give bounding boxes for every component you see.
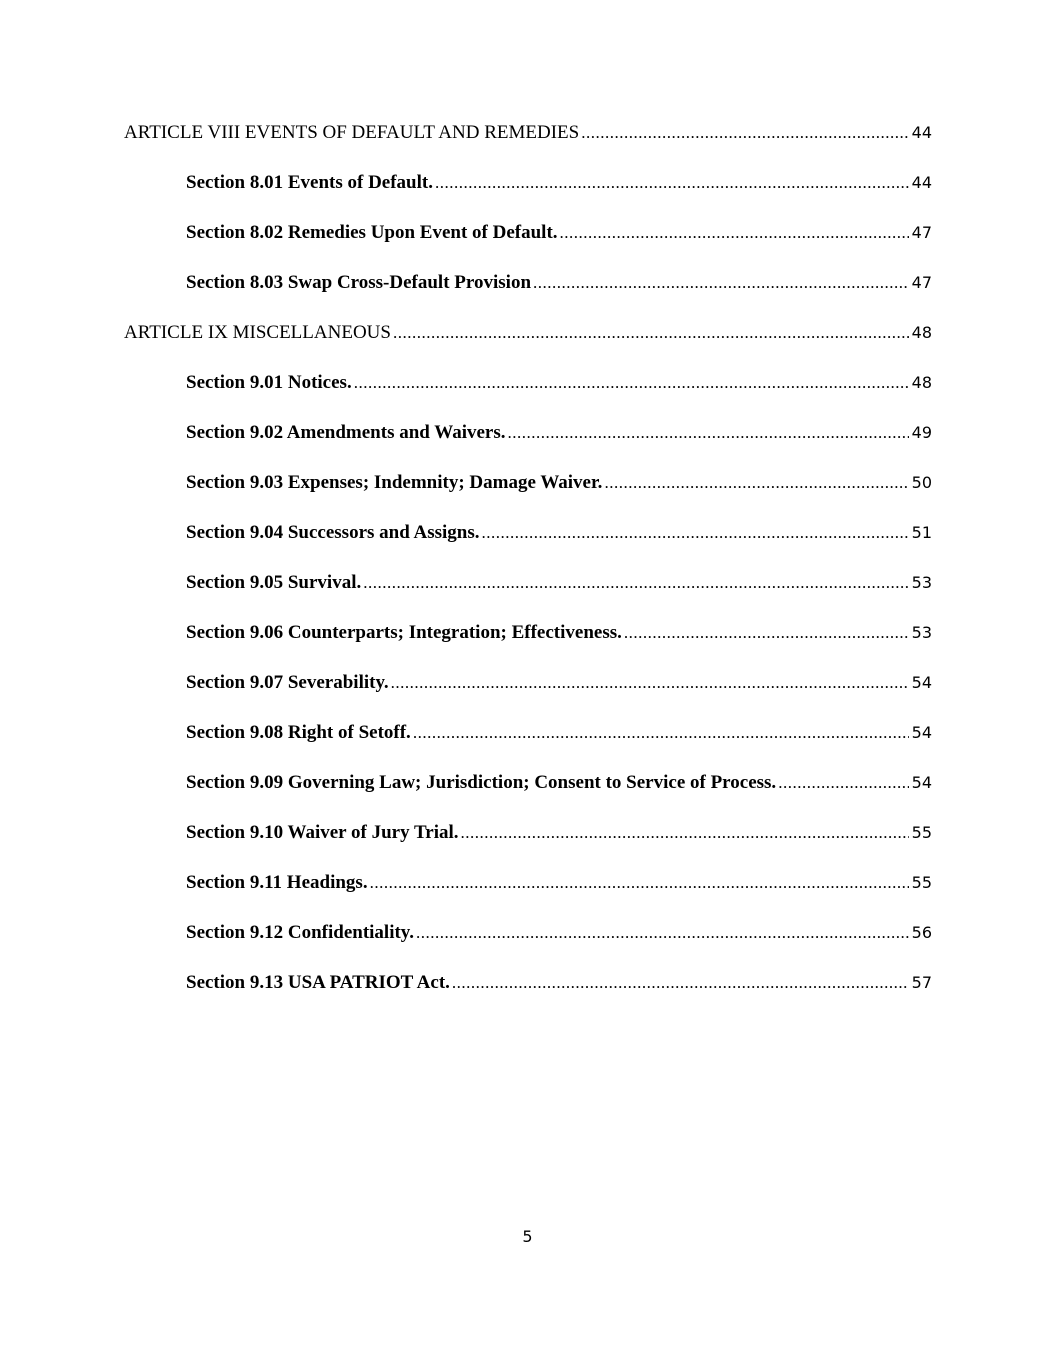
toc-entry-page-number: 51: [911, 523, 932, 542]
toc-section-entry[interactable]: [124, 272, 932, 322]
toc-dot-leader: [604, 473, 908, 493]
toc-entry-page-number: 54: [911, 723, 932, 742]
toc-section-entry[interactable]: [124, 522, 932, 572]
page-number: 5: [522, 1227, 533, 1246]
toc-entry-title: Section 9.08 Right of Setoff.: [186, 722, 411, 743]
toc-dot-leader: [354, 373, 909, 393]
toc-entry-page-number: 55: [911, 823, 932, 842]
toc-entry-page-number: 53: [911, 623, 932, 642]
toc-dot-leader: [778, 773, 908, 793]
toc-entry-page-number: 48: [911, 323, 932, 342]
table-of-contents: [124, 122, 932, 1022]
toc-entry-title: ARTICLE VIII EVENTS OF DEFAULT AND REMEDIES: [124, 122, 580, 143]
toc-entry-title: Section 9.03 Expenses; Indemnity; Damage Waiver.: [186, 472, 603, 493]
toc-dot-leader: [533, 273, 909, 293]
toc-section-entry[interactable]: [124, 372, 932, 422]
toc-section-entry[interactable]: [124, 822, 932, 872]
toc-dot-leader: [413, 723, 909, 743]
toc-entry-title: Section 9.09 Governing Law; Jurisdiction; Consent to Service of Process.: [186, 772, 777, 793]
toc-section-entry[interactable]: [124, 922, 932, 972]
toc-entry-title: Section 8.03 Swap Cross-Default Provision: [186, 272, 532, 293]
toc-entry-title: ARTICLE IX MISCELLANEOUS: [124, 322, 391, 343]
toc-entry-page-number: 56: [911, 923, 932, 942]
toc-section-entry[interactable]: [124, 872, 932, 922]
toc-entry-title: Section 9.10 Waiver of Jury Trial.: [186, 822, 459, 843]
toc-section-entry[interactable]: [124, 772, 932, 822]
toc-article-entry[interactable]: [124, 122, 932, 172]
toc-entry-title: Section 9.05 Survival.: [186, 572, 362, 593]
toc-dot-leader: [624, 623, 909, 643]
toc-dot-leader: [393, 323, 909, 343]
toc-entry-title: Section 9.04 Successors and Assigns.: [186, 522, 480, 543]
toc-entry-title: Section 9.11 Headings.: [186, 872, 368, 893]
toc-entry-page-number: 47: [911, 223, 932, 242]
toc-entry-page-number: 54: [911, 673, 932, 692]
toc-entry-title: Section 8.02 Remedies Upon Event of Default.: [186, 222, 558, 243]
toc-section-entry[interactable]: [124, 722, 932, 772]
toc-dot-leader: [482, 523, 909, 543]
toc-entry-page-number: 49: [911, 423, 932, 442]
toc-entry-page-number: 53: [911, 573, 932, 592]
toc-dot-leader: [435, 173, 909, 193]
toc-entry-page-number: 48: [911, 373, 932, 392]
toc-entry-page-number: 54: [911, 773, 932, 792]
toc-entry-page-number: 50: [911, 473, 932, 492]
toc-section-entry[interactable]: [124, 622, 932, 672]
toc-section-entry[interactable]: [124, 422, 932, 472]
toc-dot-leader: [508, 423, 909, 443]
toc-section-entry[interactable]: [124, 572, 932, 622]
toc-entry-title: Section 9.01 Notices.: [186, 372, 352, 393]
toc-section-entry[interactable]: [124, 972, 932, 1022]
toc-dot-leader: [581, 123, 908, 143]
toc-section-entry[interactable]: [124, 672, 932, 722]
toc-dot-leader: [370, 873, 909, 893]
toc-entry-page-number: 47: [911, 273, 932, 292]
toc-entry-title: Section 9.02 Amendments and Waivers.: [186, 422, 506, 443]
toc-entry-page-number: 55: [911, 873, 932, 892]
toc-dot-leader: [391, 673, 909, 693]
toc-section-entry[interactable]: [124, 472, 932, 522]
toc-section-entry[interactable]: [124, 172, 932, 222]
toc-entry-page-number: 57: [911, 973, 932, 992]
toc-entry-title: Section 9.12 Confidentiality.: [186, 922, 415, 943]
toc-entry-title: Section 9.13 USA PATRIOT Act.: [186, 972, 450, 993]
toc-dot-leader: [416, 923, 909, 943]
toc-entry-title: Section 9.06 Counterparts; Integration; Effectiveness.: [186, 622, 622, 643]
toc-entry-title: Section 8.01 Events of Default.: [186, 172, 433, 193]
toc-article-entry[interactable]: [124, 322, 932, 372]
toc-dot-leader: [560, 223, 909, 243]
toc-section-entry[interactable]: [124, 222, 932, 272]
toc-dot-leader: [461, 823, 909, 843]
toc-dot-leader: [452, 973, 909, 993]
toc-entry-title: Section 9.07 Severability.: [186, 672, 389, 693]
toc-entry-page-number: 44: [911, 123, 932, 142]
toc-dot-leader: [363, 573, 908, 593]
toc-entry-page-number: 44: [911, 173, 932, 192]
